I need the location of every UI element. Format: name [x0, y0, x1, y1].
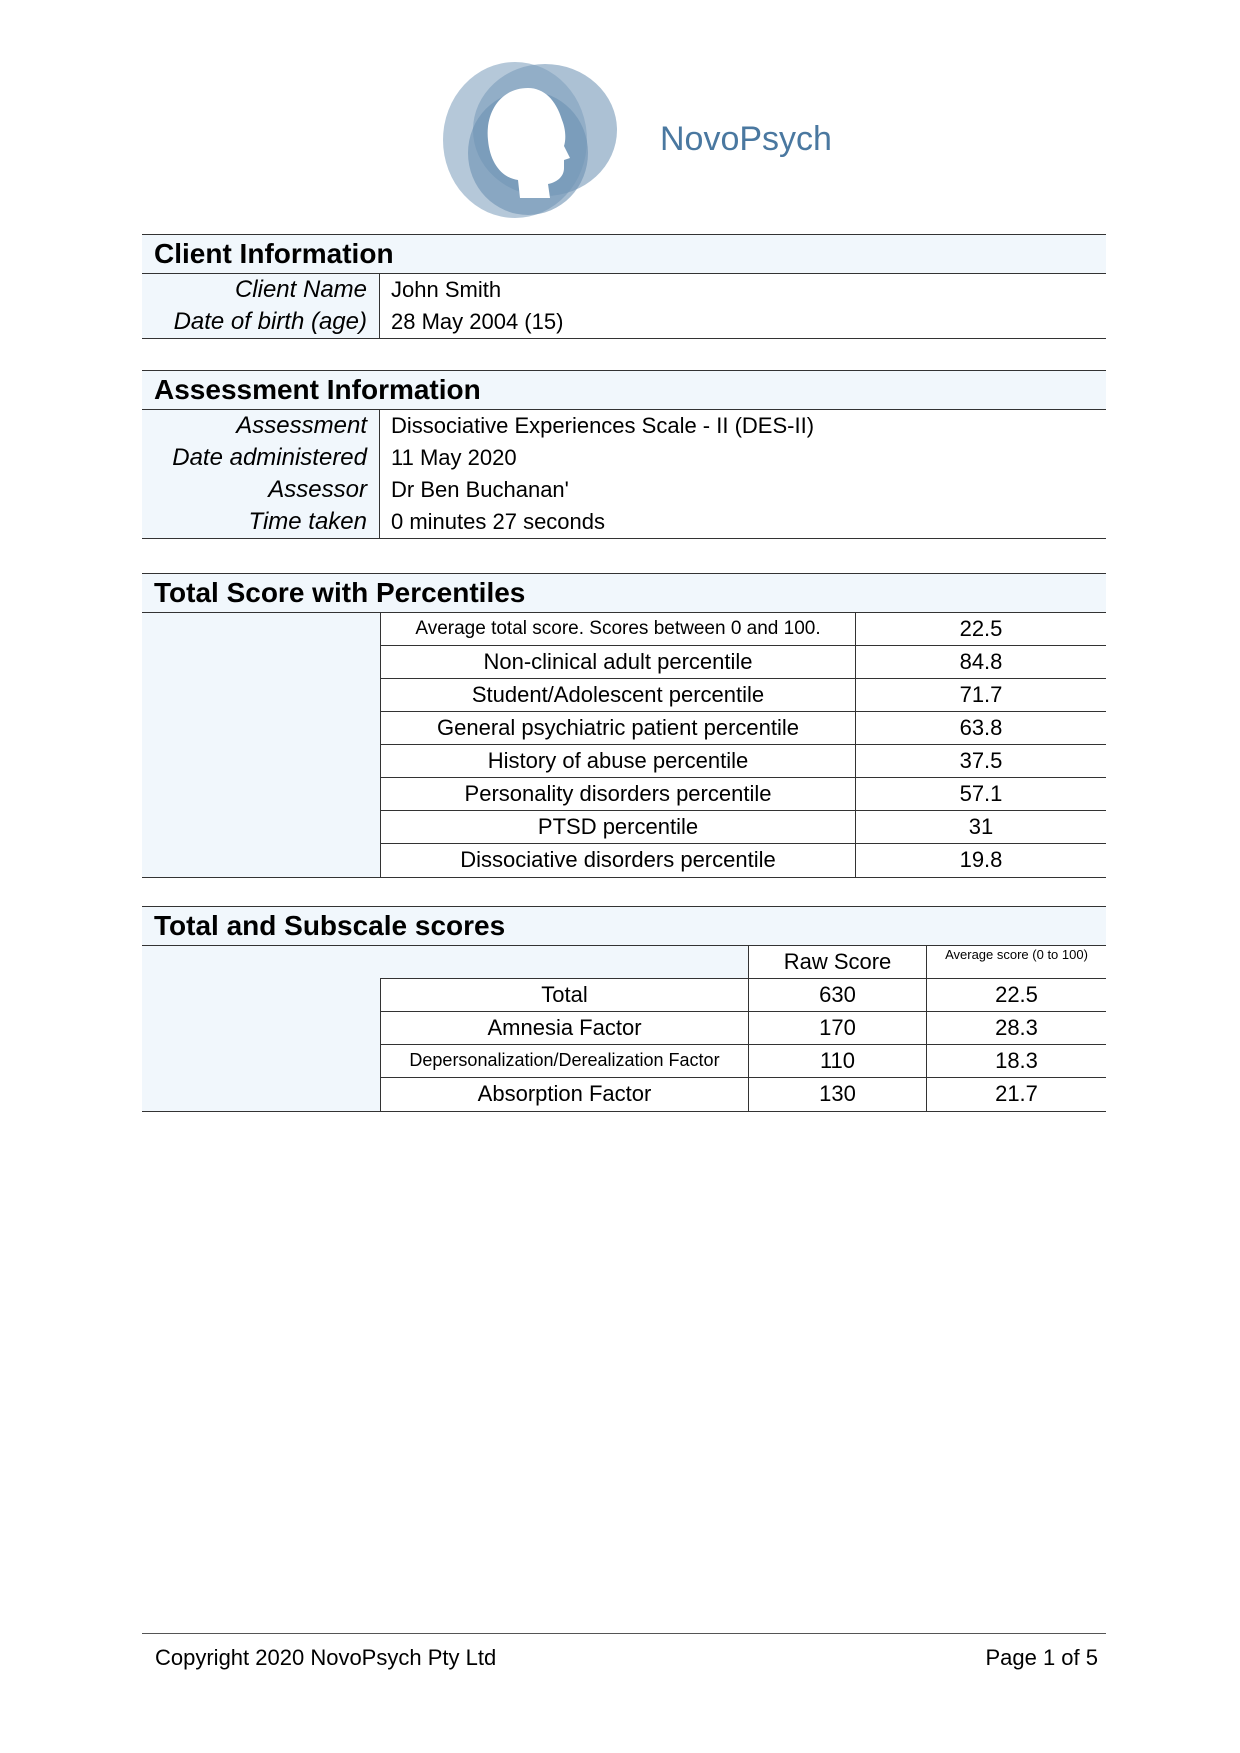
table-row: [380, 613, 1106, 646]
subscale-avg: 18.3: [926, 1045, 1106, 1077]
assessor-value: Dr Ben Buchanan': [391, 477, 569, 502]
percentile-value: 37.5: [855, 745, 1106, 777]
client-name-label: Client Name: [142, 274, 380, 306]
assessment-label: Assessment: [142, 410, 380, 442]
table-row: [380, 745, 1106, 778]
subscales-title: Total and Subscale scores: [142, 906, 1106, 946]
info-row: [142, 442, 1106, 474]
percentile-label: Student/Adolescent percentile: [380, 679, 855, 711]
subscale-raw: 130: [748, 1078, 926, 1111]
table-row: [380, 646, 1106, 679]
subscale-label: Total: [380, 979, 748, 1011]
subscale-avg: 22.5: [926, 979, 1106, 1011]
client-name-value: John Smith: [391, 277, 502, 302]
percentile-value: 63.8: [855, 712, 1106, 744]
table-row: [380, 844, 1106, 877]
client-info-section: [142, 234, 1106, 339]
info-row: [142, 306, 1106, 338]
subscale-raw: 110: [748, 1045, 926, 1077]
subscale-raw: 630: [748, 979, 926, 1011]
client-info-title: Client Information: [142, 234, 1106, 274]
date-administered-label: Date administered: [142, 442, 380, 474]
footer-copyright: Copyright 2020 NovoPsych Pty Ltd: [155, 1645, 497, 1670]
brand-name: NovoPsych: [660, 120, 832, 158]
table-row: [380, 778, 1106, 811]
percentile-label: PTSD percentile: [380, 811, 855, 843]
subscales-table: [380, 946, 1106, 1111]
percentiles-table: [380, 613, 1106, 877]
footer-page-number: Page 1 of 5: [985, 1645, 1098, 1670]
header-blank: [380, 946, 748, 978]
table-row: [380, 1012, 1106, 1045]
raw-score-header: Raw Score: [748, 946, 926, 978]
subscale-label: Depersonalization/Derealization Factor: [380, 1045, 748, 1077]
table-gutter: [142, 613, 380, 877]
info-row: [142, 274, 1106, 306]
percentile-label: Personality disorders percentile: [380, 778, 855, 810]
subscales-section: [142, 906, 1106, 1112]
percentile-label: Average total score. Scores between 0 and 100.: [380, 613, 855, 645]
table-row: [380, 712, 1106, 745]
percentile-value: 84.8: [855, 646, 1106, 678]
percentiles-section: [142, 573, 1106, 878]
average-score-header: Average score (0 to 100): [926, 946, 1106, 978]
time-taken-label: Time taken: [142, 506, 380, 538]
percentile-label: Non-clinical adult percentile: [380, 646, 855, 678]
percentile-label: General psychiatric patient percentile: [380, 712, 855, 744]
subscale-avg: 21.7: [926, 1078, 1106, 1111]
footer-divider: [142, 1633, 1106, 1634]
table-row: [380, 979, 1106, 1012]
percentile-value: 22.5: [855, 613, 1106, 645]
subscale-avg: 28.3: [926, 1012, 1106, 1044]
assessment-value: Dissociative Experiences Scale - II (DES-II): [391, 413, 815, 438]
assessor-label: Assessor: [142, 474, 380, 506]
time-taken-value: 0 minutes 27 seconds: [391, 509, 606, 534]
subscale-label: Amnesia Factor: [380, 1012, 748, 1044]
date-administered-value: 11 May 2020: [391, 445, 517, 470]
percentiles-title: Total Score with Percentiles: [142, 573, 1106, 613]
table-row: [380, 1078, 1106, 1111]
table-row: [380, 1045, 1106, 1078]
percentile-value: 19.8: [855, 844, 1106, 877]
dob-value: 28 May 2004 (15): [391, 309, 564, 334]
percentile-label: Dissociative disorders percentile: [380, 844, 855, 877]
head-logo-icon: [440, 58, 620, 220]
subscale-raw: 170: [748, 1012, 926, 1044]
info-row: [142, 506, 1106, 538]
table-row: [380, 679, 1106, 712]
info-row: [142, 410, 1106, 442]
table-row: [380, 811, 1106, 844]
assessment-info-title: Assessment Information: [142, 370, 1106, 410]
table-header-row: [380, 946, 1106, 979]
table-gutter: [142, 946, 380, 1111]
info-row: [142, 474, 1106, 506]
percentile-value: 57.1: [855, 778, 1106, 810]
assessment-info-section: [142, 370, 1106, 539]
novopsych-logo: [440, 58, 620, 220]
dob-label: Date of birth (age): [142, 306, 380, 338]
percentile-value: 31: [855, 811, 1106, 843]
percentile-value: 71.7: [855, 679, 1106, 711]
percentile-label: History of abuse percentile: [380, 745, 855, 777]
subscale-label: Absorption Factor: [380, 1078, 748, 1111]
